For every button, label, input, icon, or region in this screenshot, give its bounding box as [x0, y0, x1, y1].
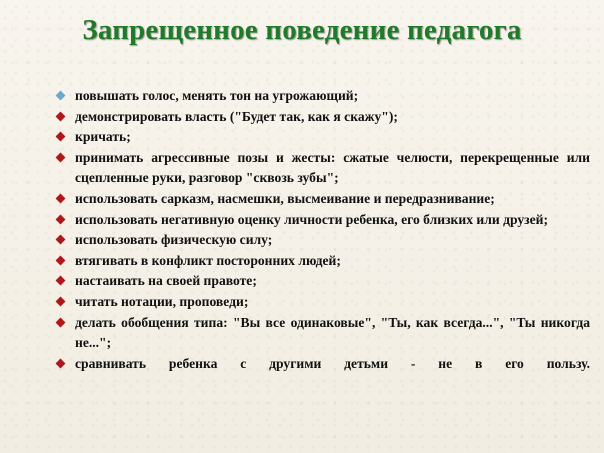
diamond-bullet-icon [56, 111, 66, 121]
diamond-bullet-icon [56, 132, 66, 142]
diamond-bullet-icon [56, 194, 66, 204]
list-item [57, 189, 590, 210]
list-item-text: читать нотации, проповеди; [75, 293, 249, 309]
diamond-bullet-icon [56, 317, 66, 327]
list-item-text: использовать физическую силу; [75, 232, 273, 248]
list-item-text: демонстрировать власть ("Будет так, как я скажу"); [75, 108, 398, 124]
list-item-text: повышать голос, менять тон на угрожающий; [75, 88, 359, 103]
diamond-bullet-icon [56, 214, 66, 224]
list-item [57, 107, 590, 128]
diamond-bullet-icon [56, 235, 66, 245]
diamond-bullet-icon [56, 152, 66, 162]
list-item-text: использовать сарказм, насмешки, высмеивание и передразнивание; [75, 190, 495, 206]
diamond-bullet-icon [56, 255, 66, 265]
list-item [57, 148, 590, 189]
list-item [57, 210, 590, 231]
list-item-text: делать обобщения типа: "Вы все одинаковые", "Ты, как всегда...", "Ты никогда не..."; [75, 314, 590, 351]
diamond-bullet-icon [56, 276, 66, 286]
list-item [57, 127, 590, 148]
diamond-bullet-icon [56, 296, 66, 306]
list-item-text: использовать негативную оценку личности ребенка, его близких или друзей; [75, 211, 548, 227]
list-item [57, 354, 590, 375]
list-item-text: втягивать в конфликт посторонних людей; [75, 252, 341, 268]
list-item [57, 86, 590, 107]
diamond-bullet-icon [56, 91, 66, 101]
prohibited-behavior-list [57, 86, 590, 374]
list-item-text: настаивать на своей правоте; [75, 273, 257, 289]
slide-title: Запрещенное поведение педагога [82, 14, 522, 46]
list-item [57, 230, 590, 251]
list-item-text: кричать; [75, 129, 131, 145]
list-item [57, 292, 590, 313]
list-item [57, 271, 590, 292]
list-item [57, 313, 590, 354]
list-item-text: сравнивать ребенка с другими детьми - не в его пользу. [75, 355, 590, 371]
list-item [57, 251, 590, 272]
list-item-text: принимать агрессивные позы и жесты: сжатые челюсти, перекрещенные или сцепленные руки, разговор "сквозь зубы"; [75, 149, 590, 186]
diamond-bullet-icon [56, 358, 66, 368]
